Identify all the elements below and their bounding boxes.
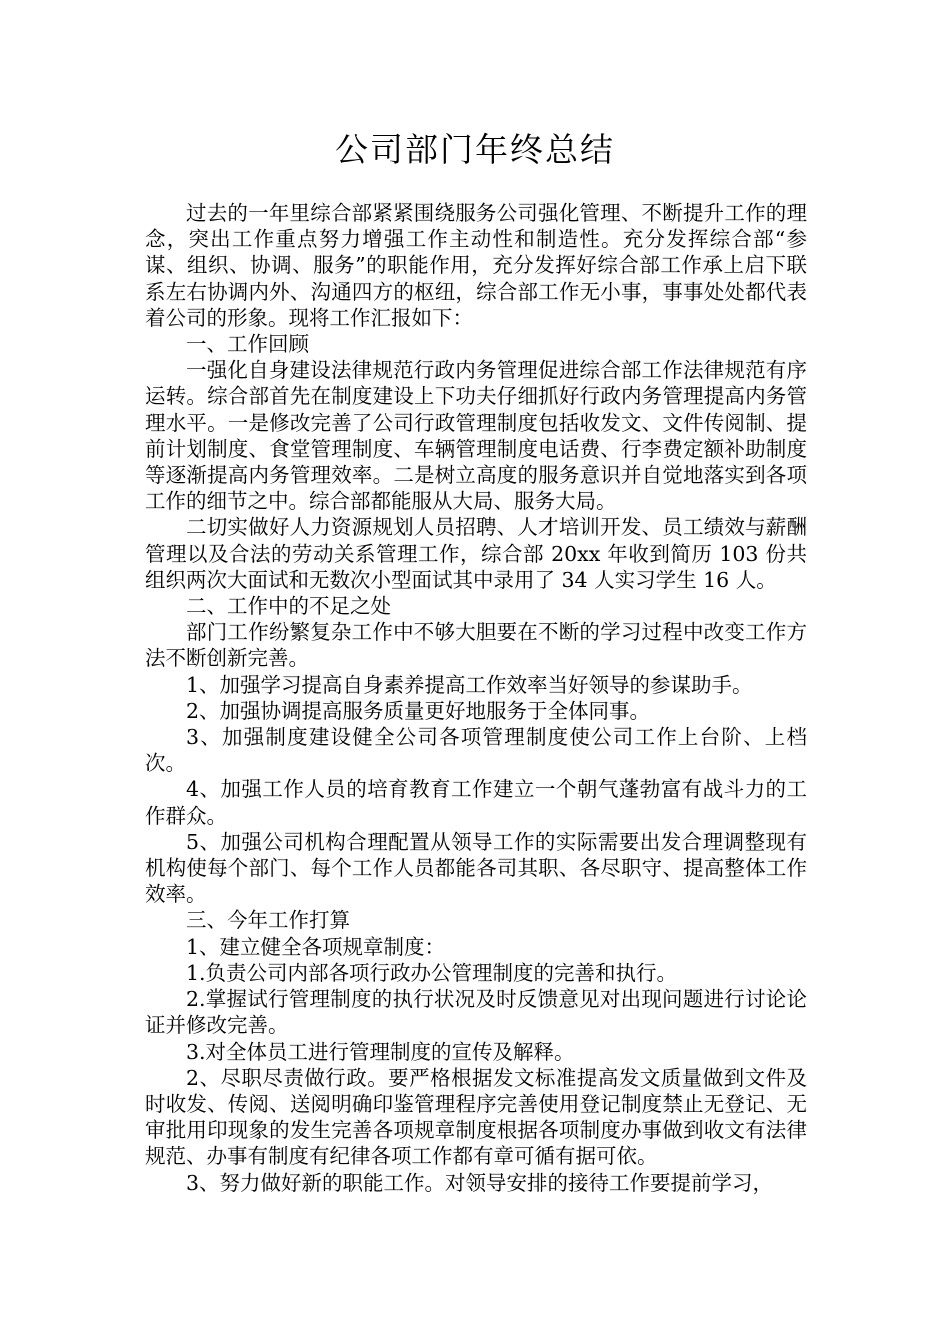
list-item: 4、加强工作人员的培育教育工作建立一个朝气蓬勃富有战斗力的工作群众。	[145, 777, 807, 828]
section-heading-shortcomings: 二、工作中的不足之处	[186, 594, 391, 619]
list-item: 2.掌握试行管理制度的执行状况及时反馈意见对出现问题进行讨论论证并修改完善。	[145, 987, 807, 1038]
list-item: 3、努力做好新的职能工作。对领导安排的接待工作要提前学习，	[186, 1170, 774, 1195]
paragraph-intro: 过去的一年里综合部紧紧围绕服务公司强化管理、不断提升工作的理念，突出工作重点努力增强工作主动性和制造性。充分发挥综合部“参谋、组织、协调、服务”的职能作用，充分发挥好综合部工作承上启下联系左右协调内外、沟通四方的枢纽，综合部工作无小事，事事处处都代表着公司的形象。现将工作汇报如下：	[145, 201, 807, 330]
list-item: 5、加强公司机构合理配置从领导工作的实际需要出发合理调整现有机构使每个部门、每个工作人员都能各司其职、各尽职守、提高整体工作效率。	[145, 829, 807, 907]
list-item: 2、尽职尽责做行政。要严格根据发文标准提高发文质量做到文件及时收发、传阅、送阅明确印鉴管理程序完善使用登记制度禁止无登记、无审批用印现象的发生完善各项规章制度根据各项制度办事做到收文有法律规范、办事有制度有纪律各项工作都有章可循有据可依。	[145, 1065, 807, 1169]
list-item: 1、加强学习提高自身素养提高工作效率当好领导的参谋助手。	[186, 672, 753, 697]
paragraph: 二切实做好人力资源规划人员招聘、人才培训开发、员工绩效与薪酬管理以及合法的劳动关系管理工作，综合部 20xx 年收到简历 103 份共组织两次大面试和无数次小型面试其中录用了 34 人实习学生 16 人。	[145, 515, 807, 592]
list-item: 3、加强制度建设健全公司各项管理制度使公司工作上台阶、上档次。	[145, 725, 807, 776]
document-title: 公司部门年终总结	[335, 130, 615, 169]
list-item: 3.对全体员工进行管理制度的宣传及解释。	[186, 1039, 575, 1064]
section-heading-review: 一、工作回顾	[186, 332, 309, 357]
list-item: 2、加强协调提高服务质量更好地服务于全体同事。	[186, 698, 651, 723]
list-item: 1、建立健全各项规章制度：	[186, 934, 446, 959]
paragraph: 一强化自身建设法律规范行政内务管理促进综合部工作法律规范有序运转。综合部首先在制度建设上下功夫仔细抓好行政内务管理提高内务管理水平。一是修改完善了公司行政管理制度包括收发文、文件传阅制、提前计划制度、食堂管理制度、车辆管理制度电话费、行李费定额补助制度等逐渐提高内务管理效率。二是树立高度的服务意识并自觉地落实到各项工作的细节之中。综合部都能服从大局、服务大局。	[145, 358, 807, 514]
document-body	[145, 200, 807, 1196]
paragraph: 部门工作纷繁复杂工作中不够大胆要在不断的学习过程中改变工作方法不断创新完善。	[145, 620, 807, 671]
section-heading-plan: 三、今年工作打算	[186, 908, 350, 933]
list-item: 1.负责公司内部各项行政办公管理制度的完善和执行。	[186, 960, 678, 985]
